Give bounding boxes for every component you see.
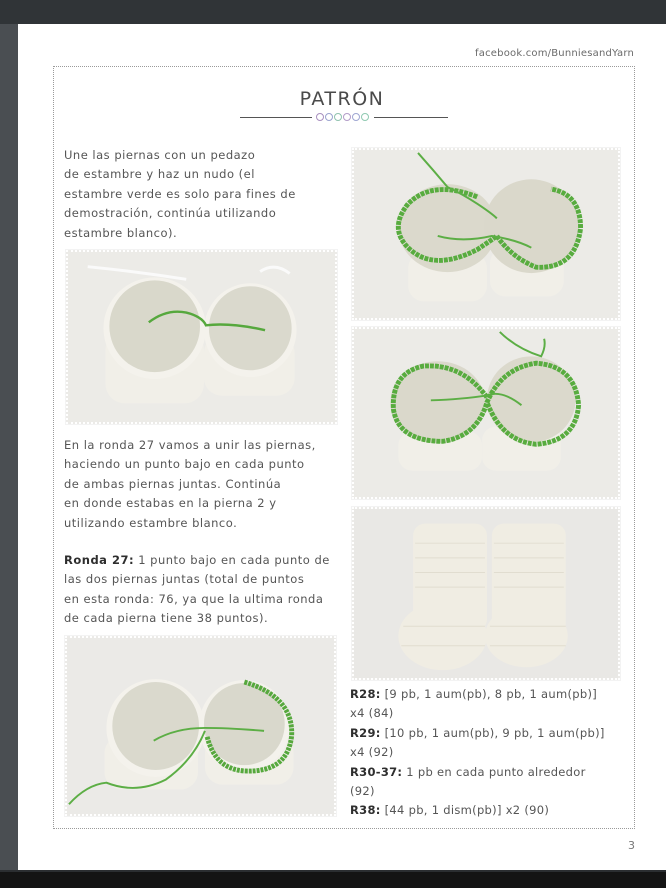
title-dots-ornament: [316, 113, 369, 121]
text-line: [64, 551, 354, 570]
round-label: Ronda 27:: [64, 553, 135, 567]
round-text: [9 pb, 1 aum(pb), 8 pb, 1 aum(pb)]: [380, 687, 598, 701]
title-rule-right: [374, 117, 448, 118]
text-line: demostración, continúa utilizando: [64, 206, 277, 221]
photo-joining-start: [65, 636, 336, 816]
title-rule-left: [240, 117, 312, 118]
round-text: [10 pb, 1 aum(pb), 9 pb, 1 aum(pb)]: [380, 725, 605, 740]
ornament-dot: [316, 113, 324, 121]
viewer-bottom-bar: [0, 870, 666, 888]
round-continuation: (92): [350, 784, 375, 799]
document-page: [18, 24, 666, 870]
photo-green-outline-2: [352, 327, 620, 499]
round-text: 1 punto bajo en cada punto de: [134, 553, 330, 567]
ornament-dot: [334, 113, 342, 121]
viewer-left-gutter: [0, 24, 18, 870]
round-item: [350, 801, 640, 820]
viewer-top-bar: [0, 0, 666, 24]
facebook-link[interactable]: facebook.com/BunniesandYarn: [475, 48, 634, 59]
instruction-paragraph-1: [64, 146, 344, 243]
round-text: 1 pb en cada punto alrededor: [402, 764, 586, 779]
page-number: 3: [628, 839, 635, 852]
ornament-dot: [352, 113, 360, 121]
text-line: haciendo un punto bajo en cada punto: [64, 457, 305, 472]
round-continuation: x4 (84): [350, 706, 394, 721]
round-label: R29:: [350, 725, 381, 740]
text-line: de estambre y haz un nudo (el: [64, 167, 255, 182]
ornament-dot: [361, 113, 369, 121]
photo-green-outline-1: [352, 148, 620, 320]
text-line: estambre blanco).: [64, 225, 178, 240]
round-label: R28:: [350, 687, 381, 701]
text-line: utilizando estambre blanco.: [64, 515, 238, 530]
round-item: [350, 763, 640, 782]
photo-legs-finished: [352, 507, 620, 680]
photo-legs-knotted: [66, 250, 337, 424]
text-line: estambre verde es solo para fines de: [64, 186, 296, 201]
round-label: R30-37:: [350, 764, 403, 779]
text-line: Une las piernas con un pedazo: [64, 148, 256, 162]
text-line: de ambas piernas juntas. Continúa: [64, 476, 282, 491]
text-line: En la ronda 27 vamos a unir las piernas,: [64, 438, 316, 452]
text-line: las dos piernas juntas (total de puntos: [64, 572, 305, 587]
rounds-list: [350, 685, 640, 821]
round-item: [350, 724, 640, 743]
round-label: R38:: [350, 803, 381, 818]
ronda-27-instruction: [64, 551, 354, 629]
section-title: PATRÓN: [299, 88, 385, 110]
ornament-dot: [343, 113, 351, 121]
text-line: en donde estabas en la pierna 2 y: [64, 496, 277, 511]
round-continuation: x4 (92): [350, 745, 394, 760]
text-line: de cada pierna tiene 38 puntos).: [64, 611, 269, 626]
round-text: [44 pb, 1 dism(pb)] x2 (90): [380, 803, 550, 818]
instruction-paragraph-2: [64, 436, 349, 533]
round-item: [350, 685, 640, 704]
ornament-dot: [325, 113, 333, 121]
text-line: en esta ronda: 76, ya que la ultima ronda: [64, 591, 324, 606]
